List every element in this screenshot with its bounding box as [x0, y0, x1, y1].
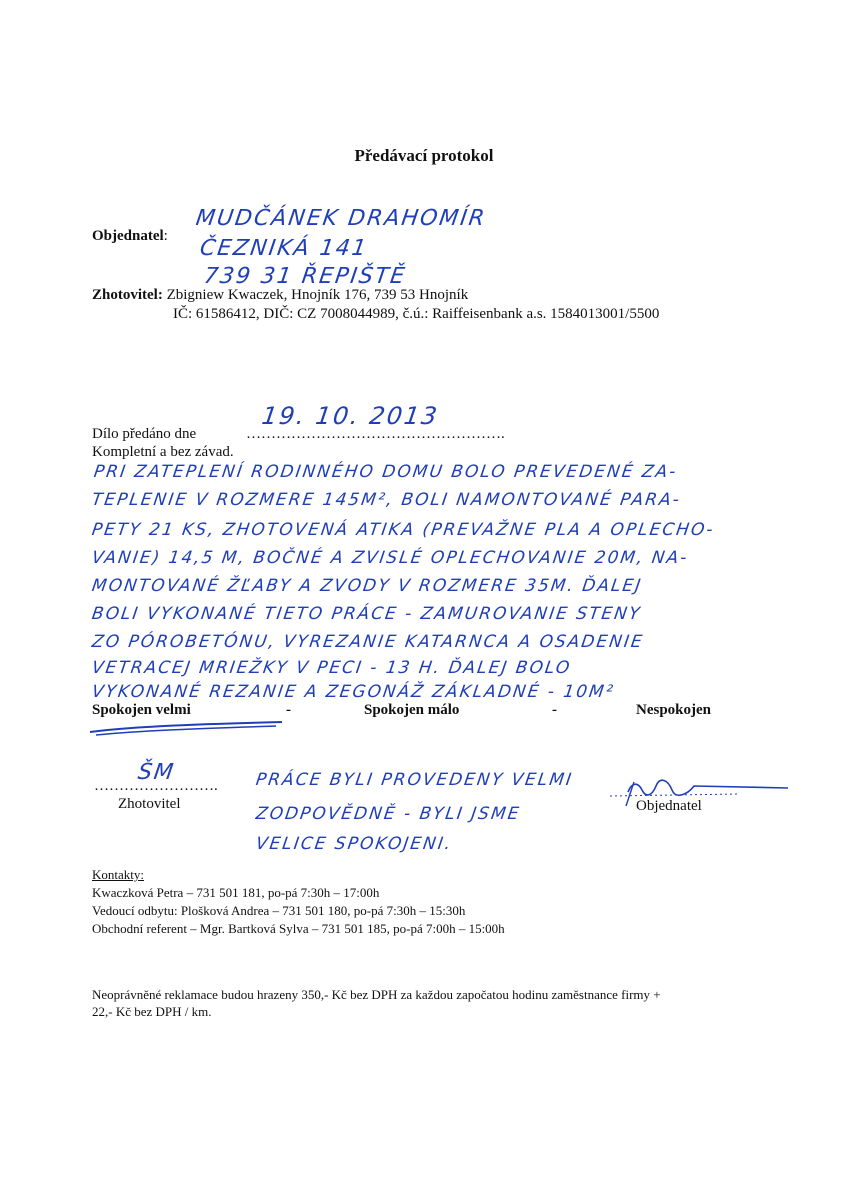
description-line: VETRACEJ MRIEŽKY V PECI - 13 H. ĎALEJ BOLO: [90, 658, 573, 678]
handover-complete: Kompletní a bez závad.: [92, 444, 234, 460]
contact-line: Obchodní referent – Mgr. Bartková Sylva – 731 501 185, po-pá 7:00h – 15:00h: [92, 921, 505, 936]
objednatel-street-handwritten: ČEZNIKÁ 141: [198, 236, 370, 261]
description-line: ZO PÓROBETÓNU, VYREZANIE KATARNCA A OSADENIE: [90, 632, 646, 652]
zhotovitel-address: Zbigniew Kwaczek, Hnojník 176, 739 53 Hnojník: [166, 287, 469, 303]
description-line: MONTOVANÉ ŽĽABY A ZVODY V ROZMERE 35M. ĎALEJ: [90, 576, 644, 596]
velmi-underline-mark: [86, 718, 286, 738]
footer-line-2: 22,- Kč bez DPH / km.: [92, 1004, 212, 1019]
handover-dots: …………………………………………….: [246, 426, 505, 442]
zhotovitel-signature-dots: …………………….: [94, 778, 218, 794]
objednatel-label-text: Objednatel: [92, 228, 164, 244]
objednatel-city-handwritten: 739 31 ŘEPIŠTĚ: [202, 264, 408, 289]
zhotovitel-ids: IČ: 61586412, DIČ: CZ 7008044989, č.ú.: Raiffeisenbank a.s. 1584013001/5500: [173, 306, 660, 322]
comment-line: ZODPOVĚDNĚ - BYLI JSME: [254, 804, 522, 824]
contact-line: Kwaczková Petra – 731 501 181, po-pá 7:30h – 17:00h: [92, 885, 380, 900]
description-line: BOLI VYKONANÉ TIETO PRÁCE - ZAMUROVANIE STENY: [90, 604, 643, 624]
objednatel-signature-scribble: [598, 774, 798, 808]
handover-label: Dílo předáno dne: [92, 426, 197, 442]
contacts-heading: Kontakty:: [92, 867, 144, 882]
page-title: Předávací protokol: [354, 146, 494, 165]
objednatel-signature-label: Objednatel: [636, 798, 702, 814]
satisfaction-sep-2: -: [552, 702, 557, 718]
satisfaction-velmi: Spokojen velmi: [92, 702, 191, 718]
zhotovitel-block: [92, 287, 468, 304]
contact-line: Vedoucí odbytu: Plošková Andrea – 731 501 180, po-pá 7:30h – 15:30h: [92, 903, 466, 918]
satisfaction-nespokojen: Nespokojen: [636, 702, 712, 718]
description-line: PETY 21 KS, ZHOTOVENÁ ATIKA (PREVAŽNE PLA A OPLECHO-: [90, 520, 716, 540]
zhotovitel-signature-label: Zhotovitel: [118, 796, 181, 812]
description-line: PRI ZATEPLENÍ RODINNÉHO DOMU BOLO PREVEDENÉ ZA-: [92, 462, 679, 482]
zhotovitel-signature-initials: ŠM: [136, 760, 177, 785]
description-line: VANIE) 14,5 M, BOČNÉ A ZVISLÉ OPLECHOVANIE 20M, NA-: [90, 548, 690, 568]
zhotovitel-label: Zhotovitel:: [92, 287, 163, 303]
comment-line: VELICE SPOKOJENI.: [254, 834, 454, 854]
comment-line: PRÁCE BYLI PROVEDENY VELMI: [254, 770, 575, 790]
satisfaction-malo: Spokojen málo: [364, 702, 460, 718]
footer-line-1: Neoprávněné reklamace budou hrazeny 350,- Kč bez DPH za každou započatou hodinu zaměstnance firmy +: [92, 987, 661, 1002]
handover-date-handwritten: 19. 10. 2013: [260, 402, 441, 430]
objednatel-label: [92, 228, 168, 245]
objednatel-colon: :: [163, 228, 168, 244]
objednatel-name-handwritten: MUDČÁNEK DRAHOMÍR: [194, 206, 488, 231]
description-line: VYKONANÉ REZANIE A ZEGONÁŽ ZÁKLADNÉ - 10M²: [90, 682, 616, 702]
description-line: TEPLENIE V ROZMERE 145M², BOLI NAMONTOVANÉ PARA-: [90, 490, 683, 510]
satisfaction-sep-1: -: [286, 702, 291, 718]
